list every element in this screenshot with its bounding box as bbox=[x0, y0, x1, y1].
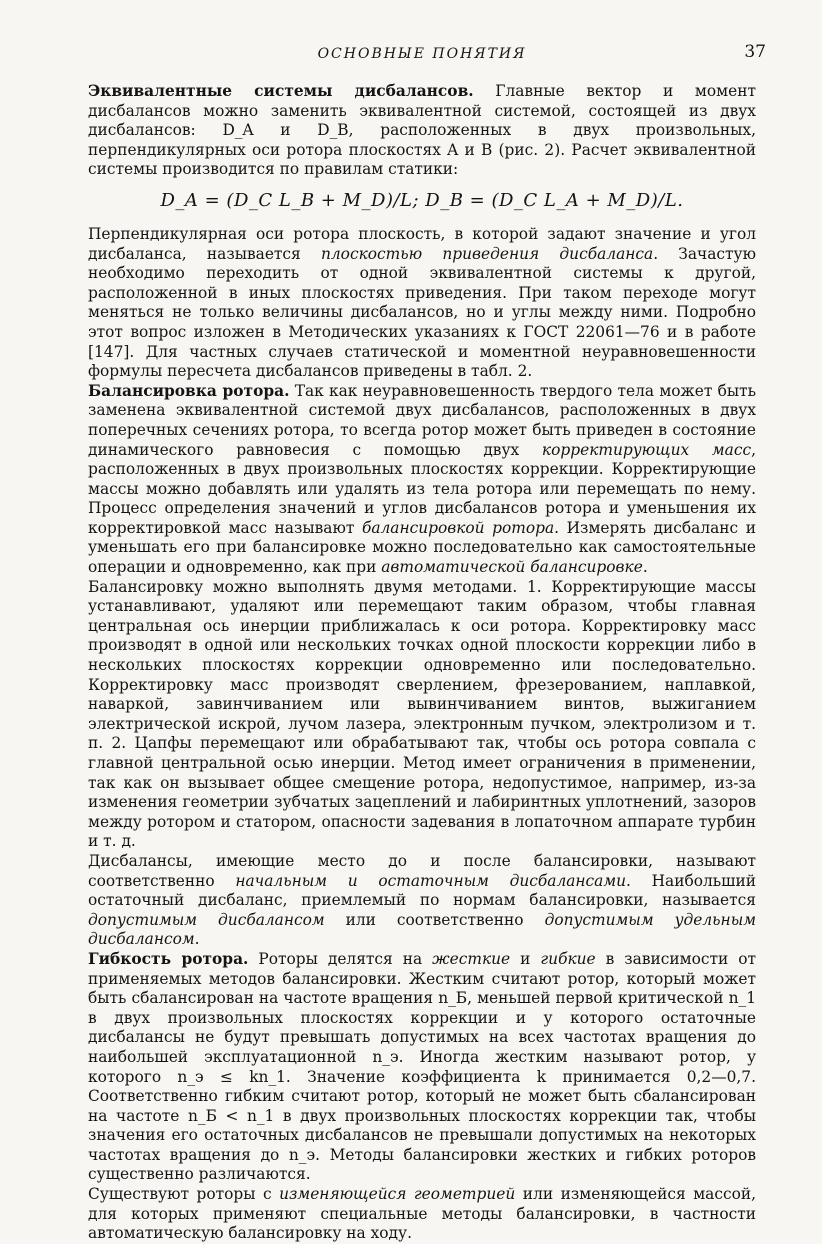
section-title-rotor-balancing: Балансировка ротора. bbox=[88, 381, 290, 400]
paragraph-text: . Измерять дисбаланс и уменьшать его при балансировке можно последовательно как самостоятельные операции и одновременно, как при bbox=[88, 518, 756, 577]
paragraph-text: Перпендикулярная оси ротора плоскость, в которой задают значение и угол дисбаланса, называется bbox=[88, 224, 756, 263]
paragraph-rotor-balancing bbox=[88, 382, 756, 578]
term-flexible: гибкие bbox=[540, 949, 596, 968]
paragraph-text: . Наибольший остаточный дисбаланс, приемлемый по нормам балансировки, называется bbox=[88, 871, 756, 910]
paragraph-equivalent-systems bbox=[88, 82, 756, 180]
term-initial-residual: начальным и остаточным дисбалансами bbox=[235, 871, 627, 890]
term-automatic-balancing: автоматической балансировке bbox=[381, 558, 643, 577]
term-permissible-unbalance: допустимым дисбалансом bbox=[88, 910, 325, 929]
page-number: 37 bbox=[744, 42, 766, 62]
paragraph-text: и bbox=[510, 949, 541, 968]
paragraph-text: Дисбалансы, имеющие место до и после балансировки, называют соответственно bbox=[88, 851, 756, 890]
paragraph-text: Главные вектор и момент дисбалансов можно заменить эквивалентной системой, состоящей из двух дисбалансов: D_A и D_B, расположенных в двух произвольных, перпендикулярных оси ротора плоскостях A и B (рис. 2). Расчет эквивалентной системы производится по правилам статики: bbox=[88, 82, 756, 179]
running-title: ОСНОВНЫЕ ПОНЯТИЯ bbox=[317, 46, 527, 62]
page bbox=[88, 40, 766, 1244]
term-rigid: жесткие bbox=[432, 949, 511, 968]
paragraph-residual-unbalance bbox=[88, 852, 756, 950]
section-title-equivalent-systems: Эквивалентные системы дисбалансов. bbox=[88, 82, 474, 100]
term-correction-masses: корректирующих масс bbox=[541, 440, 752, 459]
section-title-rotor-flexibility: Гибкость ротора. bbox=[88, 949, 249, 968]
term-rotor-balancing: балансировкой ротора bbox=[361, 518, 555, 537]
paragraph-text: , расположенных в двух произвольных плоскостях коррекции. Корректирующие массы можно добавлять или удалять из тела ротора или перемещать по нему. Процесс определения значений и углов дисбалансов ротора и уменьшения их корректировкой масс называют bbox=[88, 440, 756, 537]
formula-equivalent-system: D_A = (D_C L_B + M_D)/L; D_B = (D_C L_A + M_D)/L. bbox=[160, 189, 684, 211]
page-header bbox=[88, 40, 766, 74]
term-permissible-specific-unbalance: допустимым удельным дисбалансом bbox=[88, 910, 756, 949]
paragraph-reduction-plane bbox=[88, 225, 756, 382]
paragraph-text: Существуют роторы с bbox=[88, 1185, 280, 1204]
paragraph-variable-geometry bbox=[88, 1185, 756, 1244]
term-reduction-plane: плоскостью приведения дисбаланса bbox=[320, 244, 654, 263]
paragraph-text: Роторы делятся на bbox=[248, 949, 433, 968]
paragraph-text: . bbox=[642, 558, 648, 577]
paragraph-text: или изменяющейся массой, для которых применяют специальные методы балансировки, в частности автоматическую балансировку на ходу. bbox=[88, 1185, 756, 1243]
paragraph-text: . bbox=[194, 930, 200, 949]
paragraph-text: Балансировку можно выполнять двумя методами. 1. Корректирующие массы устанавливают, удаляют или перемещают таким образом, чтобы главная центральная ось инерции приближалась к оси ротора. Корректировку масс производят в одной или нескольких точках одной плоскости коррекции либо в нескольких плоскостях коррекции одновременно или последовательно. Корректировку масс производят сверлением, фрезерованием, наплавкой, наваркой, завинчиванием или вывинчиванием винтов, выжиганием электрической искрой, лучом лазера, электронным пучком, электролизом и т. п. 2. Цапфы перемещают или обрабатывают так, чтобы ось ротора совпала с главной центральной осью инерции. Метод имеет ограничения в применении, так как он вызывает общее смещение ротора, недопустимое, например, из-за изменения геометрии зубчатых зацеплений и лабиринтных уплотнений, зазоров между ротором и статором, опасности задевания в лопаточном аппарате турбин и т. д. bbox=[88, 577, 756, 851]
paragraph-text: в зависимости от применяемых методов балансировки. Жестким считают ротор, который может быть сбалансирован на частоте вращения n_Б, меньшей первой критической n_1 в двух произвольных плоскостях коррекции и у которого остаточные дисбалансы не будут превышать допустимых на всех частотах вращения до наибольшей эксплуатационной n_э. Иногда жестким называют ротор, у которого n_э ≤ kn_1. Значение коэффициента k принимается 0,2—0,7. Соответственно гибким считают ротор, который не может быть сбалансирован на частоте n_Б < n_1 в двух произвольных плоскостях коррекции так, чтобы значения его остаточных дисбалансов не превышали допустимых на некоторых частотах вращения до n_э. Методы балансировки жестких и гибких роторов существенно различаются. bbox=[88, 949, 757, 1184]
paragraph-balancing-methods bbox=[88, 578, 756, 852]
paragraph-rotor-flexibility bbox=[88, 950, 756, 1185]
paragraph-text: или соответственно bbox=[324, 910, 545, 929]
paragraph-text: . Зачастую необходимо переходить от одной эквивалентной системы к другой, расположенной в иных плоскостях приведения. При таком переходе могут меняться не только величины дисбалансов, но и углы между ними. Подробно этот вопрос изложен в Методических указаниях к ГОСТ 22061—76 и в работе [147]. Для частных случаев статической и моментной неуравновешенности формулы пересчета дисбалансов приведены в табл. 2. bbox=[88, 244, 756, 381]
paragraph-text: Так как неуравновешенность твердого тела может быть заменена эквивалентной системой двух дисбалансов, расположенных в двух поперечных сечениях ротора, то всегда ротор может быть приведен в состояние динамического равновесия с помощью двух bbox=[88, 381, 756, 459]
term-variable-geometry: изменяющейся геометрией bbox=[279, 1185, 516, 1204]
